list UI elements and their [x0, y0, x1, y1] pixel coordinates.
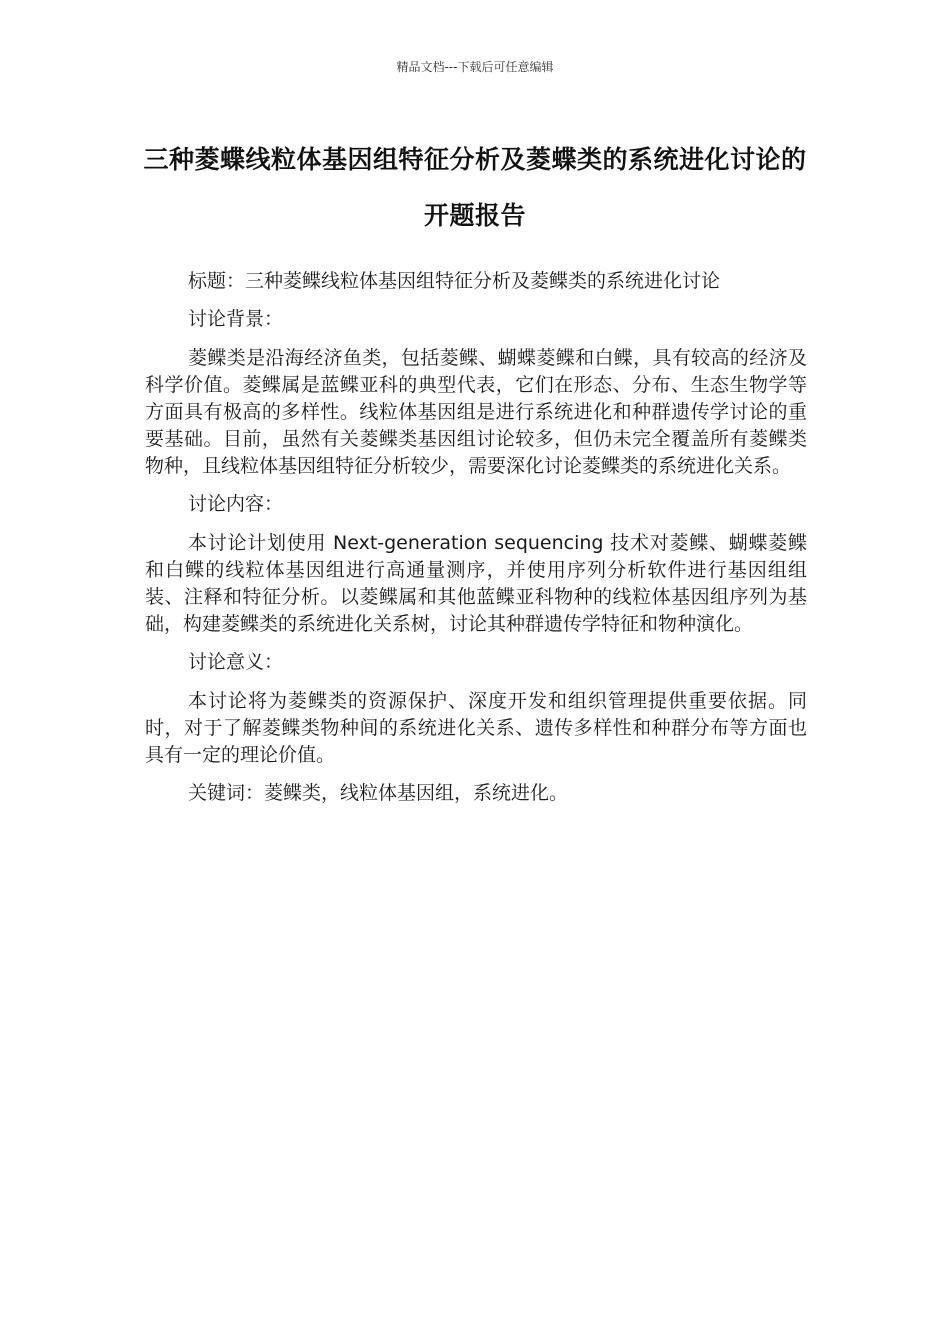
- document-body: [145, 268, 807, 818]
- content-heading: 讨论内容：: [188, 493, 284, 515]
- background-paragraph: 菱鲽类是沿海经济鱼类，包括菱鲽、蝴蝶菱鲽和白鲽，具有较高的经济及科学价值。菱鲽属是蓝鲽亚科的典型代表，它们在形态、分布、生态生物学等方面具有极高的多样性。线粒体基因组是进行系统进化和种群遗传学讨论的重要基础。目前，虽然有关菱鲽类基因组讨论较多，但仍未完全覆盖所有菱鲽类物种，且线粒体基因组特征分析较少，需要深化讨论菱鲽类的系统进化关系。: [145, 347, 807, 477]
- header-note: 精品文档---下载后可任意编辑: [396, 60, 554, 74]
- significance-paragraph: 本讨论将为菱鲽类的资源保护、深度开发和组织管理提供重要依据。同时，对于了解菱鲽类物种间的系统进化关系、遗传多样性和种群分布等方面也具有一定的理论价值。: [145, 690, 807, 766]
- document-title: 三种菱蝶线粒体基因组特征分析及菱蝶类的系统进化讨论的开题报告: [143, 145, 807, 230]
- significance-heading: 讨论意义：: [188, 651, 284, 673]
- content-paragraph: 本讨论计划使用 Next-generation sequencing 技术对菱鲽、蝴蝶菱鲽和白鲽的线粒体基因组进行高通量测序，并使用序列分析软件进行基因组组装、注释和特征分析。以菱鲽属和其他蓝鲽亚科物种的线粒体基因组序列为基础，构建菱鲽类的系统进化关系树，讨论其种群遗传学特征和物种演化。: [145, 532, 807, 635]
- keywords-line: 关键词：菱鲽类，线粒体基因组，系统进化。: [188, 782, 569, 804]
- background-heading: 讨论背景：: [188, 308, 284, 330]
- subject-line: 标题：三种菱鲽线粒体基因组特征分析及菱鲽类的系统进化讨论: [188, 270, 721, 292]
